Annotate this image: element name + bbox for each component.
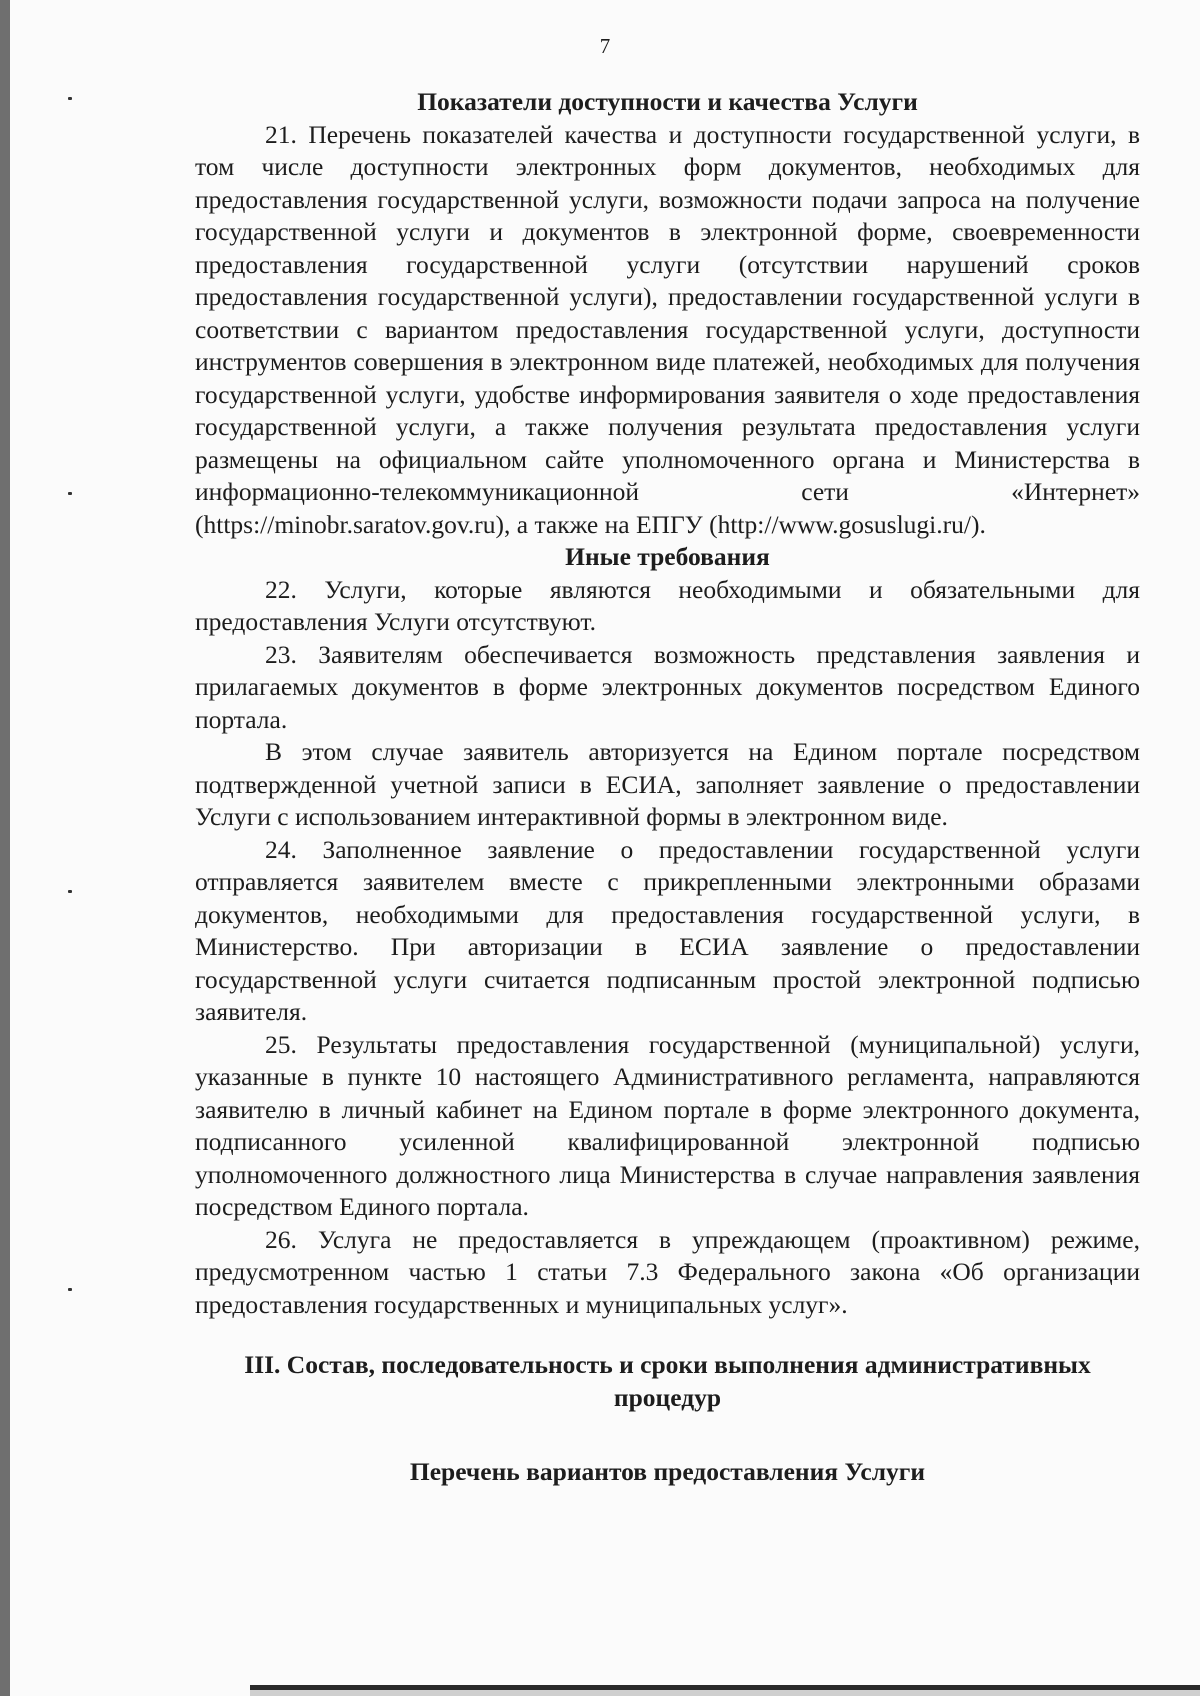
- paragraph-24: 24. Заполненное заявление о предоставлении государственной услуги отправляется заявителем вместе с прикрепленными электронными образами документов, необходимыми для предоставления государственной услуги, в Министерство. При авторизации в ЕСИА заявление о предоставлении государственной услуги считается подписанным простой электронной подписью заявителя.: [195, 834, 1140, 1026]
- scan-dot: [68, 97, 72, 100]
- heading-quality: Показатели доступности и качества Услуги: [417, 87, 918, 116]
- paragraph-22: 22. Услуги, которые являются необходимыми и обязательными для предоставления Услуги отсутствуют.: [195, 574, 1140, 636]
- section-3-heading: III. Состав, последовательность и сроки выполнения административных процедур: [244, 1350, 1091, 1412]
- document-page: [10, 0, 1200, 1696]
- paragraph-25: 25. Результаты предоставления государственной (муниципальной) услуги, указанные в пункте 10 настоящего Административного регламента, направляются заявителю в личный кабинет на Едином портале в форме электронного документа, подписанного усиленной квалифицированной электронной подписью уполномоченного должностного лица Министерства в случае направления заявления посредством Единого портала.: [195, 1029, 1140, 1221]
- scan-bottom-edge-light: [250, 1690, 1200, 1696]
- scan-dot: [68, 1288, 72, 1291]
- heading-variants: Перечень вариантов предоставления Услуги: [409, 1457, 926, 1486]
- paragraph-23-continued: В этом случае заявитель авторизуется на Едином портале посредством подтвержденной учетной записи в ЕСИА, заполняет заявление о предоставлении Услуги с использованием интерактивной формы в электронном виде.: [195, 737, 1140, 831]
- page-number: 7: [599, 34, 611, 58]
- paragraph-23: 23. Заявителям обеспечивается возможность представления заявления и прилагаемых документов в форме электронных документов посредством Единого портала.: [195, 639, 1140, 734]
- document-body: [195, 86, 1140, 1489]
- paragraph-26: 26. Услуга не предоставляется в упреждающем (проактивном) режиме, предусмотренном частью 1 статьи 7.3 Федерального закона «Об организации предоставления государственных и муниципальных услуг».: [195, 1224, 1140, 1319]
- scan-dot: [68, 890, 72, 893]
- heading-other-requirements: Иные требования: [565, 542, 770, 571]
- scan-dot: [68, 492, 72, 495]
- scan-edge-shadow: [0, 0, 10, 1696]
- paragraph-21: 21. Перечень показателей качества и доступности государственной услуги, в том числе доступности электронных форм документов, необходимых для предоставления государственной услуги, возможности подачи запроса на получение государственной услуги и документов в электронной форме, своевременности предоставления государственной услуги (отсутствии нарушений сроков предоставления государственной услуги), предоставлении государственной услуги в соответствии с вариантом предоставления государственной услуги, доступности инструментов совершения в электронном виде платежей, необходимых для получения государственной услуги, удобстве информирования заявителя о ходе предоставления государственной услуги, а также получения результата предоставления услуги размещены на официальном сайте уполномоченного органа и Министерства в информационно-телекоммуникационной сети «Интернет» (https://minobr.saratov.gov.ru), а также на ЕПГУ (http://www.gosuslugi.ru/).: [195, 119, 1140, 539]
